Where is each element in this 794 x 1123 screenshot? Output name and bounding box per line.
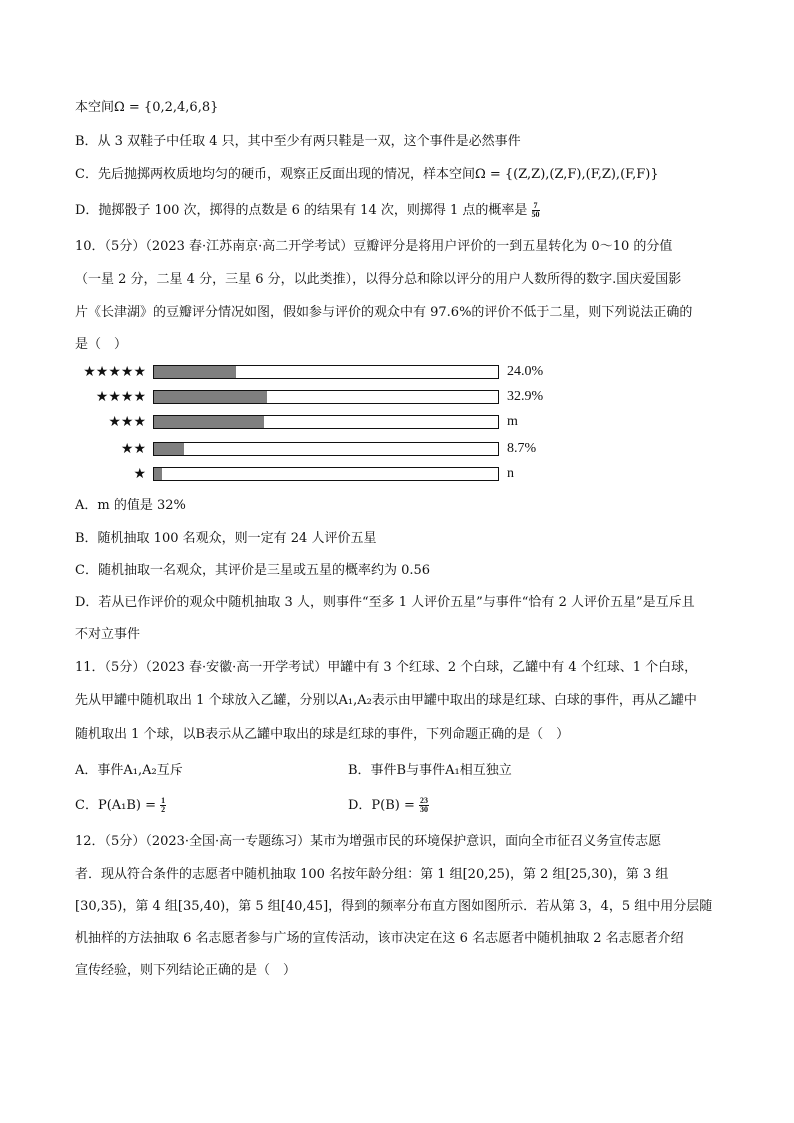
fraction-denominator: 2 (161, 805, 166, 814)
fraction-denominator: 50 (531, 210, 540, 219)
q11-option-d (348, 797, 429, 815)
rating-bar-fill (154, 416, 264, 428)
q10-option-d-line-2: 不对立事件 (75, 627, 141, 642)
rating-value-label: 32.9% (507, 389, 544, 404)
fraction-numerator: 7 (533, 201, 538, 210)
q11-option-d-text: D．P(B) = (348, 798, 415, 813)
q12-stem-line-5: 宣传经验，则下列结论正确的是（ ） (75, 963, 297, 978)
rating-stars-label: ★★★★★ (83, 364, 146, 380)
q9-option-c: C．先后抛掷两枚质地均匀的硬币，观察正反面出现的情况，样本空间Ω = {(Z,Z),(Z,F),(F,Z),(F,F)} (75, 167, 659, 182)
rating-bar-frame (153, 415, 499, 429)
q12-stem-line-1: 12．（5分）（2023·全国·高一专题练习）某市为增强市民的环境保护意识，面向全市征召义务宣传志愿 (75, 834, 662, 849)
rating-value-label: n (507, 466, 514, 481)
fraction-denominator: 30 (420, 805, 429, 814)
q11-stem-line-2: 先从甲罐中随机取出 1 个球放入乙罐，分别以A₁,A₂表示由甲罐中取出的球是红球、白球的事件，再从乙罐中 (75, 693, 697, 708)
rating-value-label: 8.7% (507, 441, 537, 456)
q9-option-d-fraction (532, 202, 540, 219)
q12-stem-line-4: 机抽样的方法抽取 6 名志愿者参与广场的宣传活动，该市决定在这 6 名志愿者中随机抽取 2 名志愿者介绍 (75, 931, 684, 946)
rating-row (70, 390, 630, 406)
q10-option-c: C．随机抽取一名观众，其评价是三星或五星的概率约为 0.56 (75, 563, 431, 578)
q11-option-b: B．事件B与事件A₁相互独立 (348, 763, 512, 778)
fraction-numerator: 1 (161, 796, 166, 805)
q10-stem-line-2: （一星 2 分，二星 4 分，三星 6 分，以此类推），以得分总和除以评分的用户人数所得的数字.国庆爱国影 (75, 272, 682, 287)
q11-option-c-fraction (160, 797, 166, 814)
q9-line-sample-space: 本空间Ω = {0,2,4,6,8} (75, 100, 219, 115)
q11-stem-line-3: 随机取出 1 个球，以B表示从乙罐中取出的球是红球的事件，下列命题正确的是（ ） (75, 727, 570, 742)
q10-stem-line-4: 是（ ） (75, 337, 128, 352)
rating-bar-fill (154, 468, 162, 480)
q9-option-d-text: D．抛掷骰子 100 次，掷得的点数是 6 的结果有 14 次，则掷得 1 点的概率是 (75, 203, 528, 218)
q10-option-d-line-1: D．若从已作评价的观众中随机抽取 3 人，则事件“至多 1 人评价五星”与事件“恰有 2 人评价五星”是互斥且 (75, 595, 695, 610)
rating-row (70, 467, 630, 483)
q11-option-a: A．事件A₁,A₂互斥 (75, 763, 183, 778)
rating-bar-fill (154, 443, 184, 455)
q10-stem-line-1: 10．（5分）（2023 春·江苏南京·高二开学考试）豆瓣评分是将用户评价的一到五星转化为 0～10 的分值 (75, 239, 673, 254)
q12-stem-line-3: [30,35)，第 4 组[35,40)，第 5 组[40,45]，得到的频率分布直方图如图所示．若从第 3，4，5 组中用分层随 (75, 899, 713, 914)
rating-bar-frame (153, 442, 499, 456)
rating-stars-label: ★ (133, 466, 146, 482)
q12-stem-line-2: 者．现从符合条件的志愿者中随机抽取 100 名按年龄分组：第 1 组[20,25)，第 2 组[25,30)，第 3 组 (75, 867, 669, 882)
rating-value-label: 24.0% (507, 364, 544, 379)
rating-row (70, 442, 630, 458)
rating-row (70, 365, 630, 381)
rating-stars-label: ★★★★ (95, 389, 146, 405)
rating-stars-label: ★★ (120, 441, 146, 457)
q10-option-a: A．m 的值是 32% (75, 498, 186, 513)
rating-bar-frame (153, 467, 499, 481)
rating-stars-label: ★★★ (108, 414, 146, 430)
rating-bar-fill (154, 366, 236, 378)
q10-stem-line-3: 片《长津湖》的豆瓣评分情况如图，假如参与评价的观众中有 97.6%的评价不低于二星，则下列说法正确的 (75, 305, 693, 320)
q10-option-b: B．随机抽取 100 名观众，则一定有 24 人评价五星 (75, 531, 377, 546)
q9-option-d (75, 202, 540, 220)
q11-stem-line-1: 11．（5分）（2023 春·安徽·高一开学考试）甲罐中有 3 个红球、2 个白球，乙罐中有 4 个红球、1 个白球， (75, 660, 698, 675)
rating-row (70, 415, 630, 431)
fraction-numerator: 23 (420, 796, 429, 805)
rating-bar-frame (153, 365, 499, 379)
rating-value-label: m (507, 414, 518, 429)
rating-bar-frame (153, 390, 499, 404)
rating-bar-fill (154, 391, 267, 403)
q11-option-c (75, 797, 166, 815)
q9-option-b: B．从 3 双鞋子中任取 4 只，其中至少有两只鞋是一双，这个事件是必然事件 (75, 134, 521, 149)
q11-option-d-fraction (419, 797, 429, 814)
q11-option-c-text: C．P(A₁B) = (75, 798, 157, 813)
